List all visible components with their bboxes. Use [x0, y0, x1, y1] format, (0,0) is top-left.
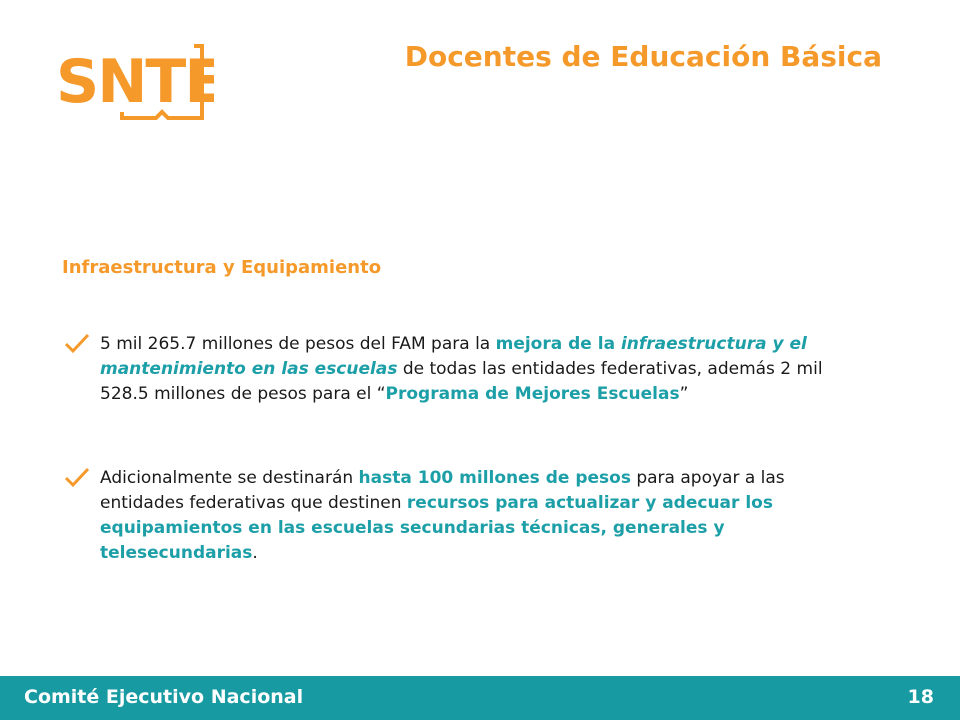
text-run: de todas las entidades federativas, además 2 mil 528.5 millones de pesos para el “ [100, 359, 823, 404]
page-title: Docentes de Educación Básica [404, 40, 882, 73]
snte-logo [52, 40, 214, 122]
highlight-text: mejora de la [495, 334, 621, 354]
checkmark-icon [64, 332, 90, 354]
bullet-text [100, 332, 864, 407]
text-run: para apoyar a las entidades federativas que destinen [100, 468, 785, 513]
svg-text:SNTE: SNTE [56, 47, 214, 117]
text-run: 5 mil 265.7 millones de pesos del FAM para la [100, 334, 496, 354]
bullet-item [64, 466, 864, 566]
text-run: Adicionalmente se destinarán [100, 468, 359, 488]
text-run: ” [679, 384, 689, 404]
checkmark-icon [64, 466, 90, 488]
highlight-text: Programa de Mejores Escuelas [385, 384, 680, 404]
section-heading: Infraestructura y Equipamiento [62, 257, 382, 278]
text-run: . [252, 543, 258, 563]
highlight-text: hasta 100 millones de pesos [358, 468, 631, 488]
highlight-text: recursos para actualizar y adecuar los equipamientos en las escuelas secundarias técnicas, generales y telesecundarias [100, 493, 773, 563]
bullet-item [64, 332, 864, 407]
bullet-text [100, 466, 864, 566]
footer-bar [0, 676, 960, 720]
page-number: 18 [907, 686, 934, 708]
footer-label: Comité Ejecutivo Nacional [24, 686, 304, 708]
highlight-text-italic: infraestructura y el mantenimiento en las escuelas [100, 334, 807, 379]
